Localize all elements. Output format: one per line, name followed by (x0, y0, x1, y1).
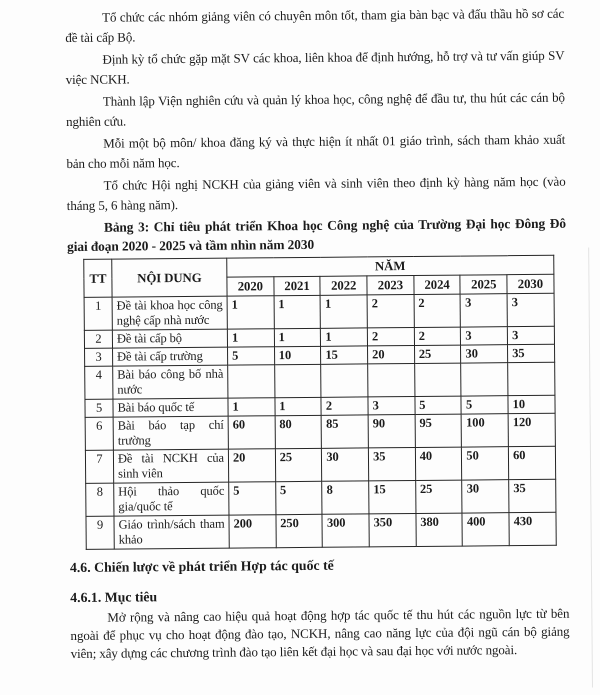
paragraph-giaotrinh: Mỗi một bộ môn/ khoa đăng ký và thực hiện ít nhất 01 giáo trình, sách tham khảo xuất bản cho mỗi năm học. (66, 131, 566, 171)
value-cell: 2 (367, 295, 414, 328)
table-row (84, 293, 554, 330)
row-label: Đề tài NCKH của sinh viên (113, 449, 228, 483)
value-cell: 15 (321, 346, 368, 364)
value-cell (508, 362, 555, 395)
row-number: 4 (85, 366, 113, 399)
value-cell: 80 (275, 415, 322, 448)
value-cell: 2 (414, 327, 461, 345)
header-cell-tt: TT (84, 259, 112, 297)
value-cell (274, 364, 321, 397)
row-number: 3 (85, 348, 113, 366)
row-number: 6 (85, 417, 113, 450)
value-cell: 85 (321, 415, 368, 448)
row-label: Bài báo quốc tế (113, 398, 228, 417)
value-cell: 5 (461, 396, 508, 414)
value-cell (228, 365, 275, 398)
value-cell: 10 (508, 395, 555, 413)
year-header: 2024 (414, 275, 461, 294)
value-cell (414, 363, 461, 396)
table-row (86, 479, 556, 516)
value-cell: 60 (509, 446, 556, 479)
value-cell: 100 (462, 414, 509, 447)
value-cell: 1 (275, 397, 322, 415)
value-cell: 20 (228, 449, 275, 482)
value-cell (368, 364, 415, 397)
row-number: 5 (85, 399, 113, 417)
value-cell: 3 (368, 397, 415, 415)
value-cell: 25 (275, 448, 322, 481)
value-cell: 25 (414, 345, 461, 363)
year-header: 2023 (367, 276, 414, 295)
year-header: 2030 (507, 274, 554, 293)
value-cell: 30 (462, 480, 509, 513)
row-number: 9 (86, 516, 114, 549)
value-cell: 380 (416, 513, 463, 546)
value-cell: 3 (507, 326, 554, 344)
value-cell: 60 (228, 416, 275, 449)
value-cell: 35 (508, 344, 555, 362)
row-label: Hội thảo quốc gia/quốc tế (114, 482, 229, 516)
value-cell: 90 (368, 415, 415, 448)
table-row (86, 512, 556, 549)
table-row (85, 446, 555, 483)
row-label: Đề tài cấp trường (113, 347, 228, 366)
header-cell-nam: NĂM (227, 255, 554, 277)
value-cell: 2 (367, 328, 414, 346)
value-cell: 35 (509, 479, 556, 512)
value-cell: 3 (460, 294, 507, 327)
section-heading-46: 4.6. Chiến lược về phát triển Hợp tác quốc tế (69, 557, 334, 576)
value-cell: 3 (461, 327, 508, 345)
value-cell: 2 (414, 294, 461, 327)
row-label: Giáo trình/sách tham khảo (114, 515, 229, 549)
value-cell: 35 (368, 447, 415, 480)
value-cell: 120 (508, 413, 555, 446)
row-number: 7 (85, 450, 113, 483)
value-cell: 1 (228, 398, 275, 416)
paragraph-mucttieu: Mở rộng và nâng cao hiệu quả hoạt động hợp tác quốc tế thu hút các nguồn lực từ bên ngoài để phục vụ cho hoạt động đào tạo, NCKH, nâng cao năng lực của đội ngũ cán bộ giảng viên; xây dựng các chương trình đào tạo liên kết đại học và sau đại học với nước ngoài. (70, 605, 570, 662)
value-cell: 5 (415, 396, 462, 414)
paragraph-vien: Thành lập Viện nghiên cứu và quản lý khoa học, công nghệ để đầu tư, thu hút các cán bộ nghiên cứu. (65, 89, 565, 129)
row-label: Đề tài khoa học công nghệ cấp nhà nước (112, 296, 227, 330)
row-number: 1 (84, 297, 112, 330)
value-cell: 430 (509, 512, 556, 545)
value-cell: 30 (461, 345, 508, 363)
value-cell: 300 (322, 514, 369, 547)
row-number: 8 (86, 483, 114, 516)
paragraph-dethau: Tổ chức các nhóm giảng viên có chuyên môn tốt, tham gia bàn bạc và đấu thầu hồ sơ các đề tài cấp Bộ. (65, 5, 565, 45)
value-cell: 15 (369, 480, 416, 513)
value-cell: 5 (228, 347, 275, 365)
value-cell: 200 (229, 515, 276, 548)
table-row (85, 413, 555, 450)
value-cell: 1 (227, 329, 274, 347)
value-cell: 5 (275, 481, 322, 514)
value-cell: 1 (274, 328, 321, 346)
value-cell: 5 (229, 482, 276, 515)
value-cell: 95 (415, 414, 462, 447)
table-caption: Bảng 3: Chỉ tiêu phát triển Khoa học Công nghệ của Trường Đại học Đông Đô giai đoạn 2020 - 2025 và tầm nhìn năm 2030 (67, 215, 567, 255)
targets-table (83, 255, 556, 550)
row-label: Bài báo tạp chí trường (113, 416, 228, 450)
value-cell: 40 (415, 447, 462, 480)
value-cell: 25 (415, 480, 462, 513)
year-header: 2025 (460, 275, 507, 294)
year-header: 2021 (274, 276, 321, 295)
value-cell: 1 (320, 295, 367, 328)
value-cell: 50 (462, 447, 509, 480)
row-label: Bài báo công bố nhà nước (113, 365, 228, 399)
value-cell (461, 363, 508, 396)
value-cell: 2 (321, 397, 368, 415)
value-cell: 1 (227, 296, 274, 329)
value-cell: 350 (369, 513, 416, 546)
value-cell: 3 (507, 293, 554, 326)
value-cell: 400 (462, 513, 509, 546)
row-label: Đề tài cấp bộ (112, 329, 227, 348)
value-cell: 30 (322, 448, 369, 481)
value-cell: 1 (321, 328, 368, 346)
value-cell: 1 (274, 295, 321, 328)
value-cell (321, 364, 368, 397)
value-cell: 250 (276, 514, 323, 547)
header-cell-noidung: NỘI DUNG (112, 258, 227, 297)
section-heading-461: 4.6.1. Mục tiêu (70, 589, 158, 606)
value-cell: 10 (274, 346, 321, 364)
table-row (85, 362, 555, 399)
row-number: 2 (84, 330, 112, 348)
year-header: 2020 (227, 277, 274, 296)
year-header: 2022 (320, 276, 367, 295)
paragraph-dinhky: Định kỳ tổ chức gặp mặt SV các khoa, liên khoa để định hướng, hỗ trợ và tư vấn giúp SV việc NCKH. (65, 47, 565, 87)
value-cell: 20 (368, 346, 415, 364)
value-cell: 8 (322, 481, 369, 514)
paragraph-hoinghi: Tổ chức Hội nghị NCKH của giảng viên và sinh viên theo định kỳ hàng năm học (vào tháng 5, 6 hàng năm). (66, 173, 566, 213)
